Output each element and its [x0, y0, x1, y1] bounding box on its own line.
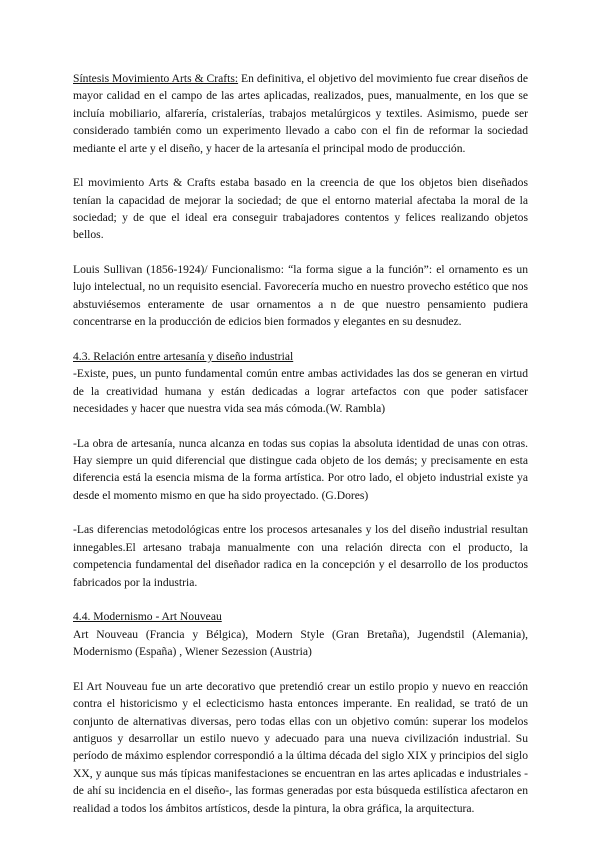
- paragraph-sullivan-funcionalismo: Louis Sullivan (1856-1924)/ Funcionalismo: “la forma sigue a la función”: el ornamento es un lujo intelectual, no un requisito esencial. Favorecería mucho en nuestro provecho estético que nos abstuviésemos enteramente de usar ornamentos a n de que nuestro pensamiento pudiera concentrarse en la producción de edicios bien formados y elegantes en su desnudez.: [73, 263, 528, 329]
- section-heading-4-4: 4.4. Modernismo - Art Nouveau: [73, 610, 222, 624]
- paragraph-arts-crafts-synthesis: [73, 70, 528, 157]
- paragraph-4-3-diferencias: -Las diferencias metodológicas entre los procesos artesanales y los del diseño industrial resultan innegables.El artesano trabaja manualmente con una relación directa con el producto, la competencia fundamental del diseñador radica en la concepción y el desarrollo de los productos fabricados por la industria.: [73, 523, 528, 589]
- paragraph-4-3-dores: -La obra de artesanía, nunca alcanza en todas sus copias la absoluta identidad de unas con otras. Hay siempre un quid diferencial que distingue cada objeto de los demás; y precisamente en esta diferencia está la esencia misma de la forma artística. Por otro lado, el objeto industrial existe ya desde el momento mismo en que ha sido proyectado. (G.Dores): [73, 436, 528, 502]
- paragraph-4-4-nombres: Art Nouveau (Francia y Bélgica), Modern Style (Gran Bretaña), Jugendstil (Alemania), Modernismo (España) , Wiener Sezession (Austria): [73, 627, 528, 659]
- paragraph-arts-crafts-belief: El movimiento Arts & Crafts estaba basado en la creencia de que los objetos bien diseñados tenían la capacidad de mejorar la sociedad; de que el entorno material afectaba la moral de la sociedad; y de que el ideal era conseguir trabajadores contentos y felices realizando objetos bellos.: [73, 176, 528, 242]
- section-heading-4-3: 4.3. Relación entre artesanía y diseño industrial: [73, 349, 294, 363]
- arts-crafts-synthesis-text: En definitiva, el objetivo del movimiento fue crear diseños de mayor calidad en el campo de las artes aplicadas, realizados, pues, manualmente, en los que se incluía mobiliario, alfarería, cristalerías, trabajos metalúrgicos y textiles. Asimismo, puede ser considerado también como un experimento llevado a cabo con el fin de reformar la sociedad mediante el arte y el diseño, y hacer de la artesanía el principal modo de producción.: [73, 72, 528, 155]
- paragraph-4-3-rambla: -Existe, pues, un punto fundamental común entre ambas actividades las dos se generan en virtud de la creatividad humana y están dedicadas a lograr artefactos con que poder satisfacer necesidades y hacer que nuestra vida sea más cómoda.(W. Rambla): [73, 367, 528, 416]
- paragraph-4-4-art-nouveau: El Art Nouveau fue un arte decorativo que pretendió crear un estilo propio y nuevo en reacción contra el historicismo y el eclecticismo hasta entonces imperante. En realidad, se trató de un conjunto de alternativas diversas, pero todas ellas con un objetivo común: superar los modelos antiguos y desarrollar un estilo nuevo y adecuado para una nueva civilización industrial. Su período de máximo esplendor correspondió a la última década del siglo XIX y principios del siglo XX, y aunque sus más típicas manifestaciones se encuentran en las artes aplicadas e industriales -de ahí su incidencia en el diseño-, las formas generadas por esta búsqueda estilística afectaron en realidad a todos los ámbitos artísticos, desde la pintura, la obra gráfica, la arquitectura.: [73, 679, 528, 815]
- arts-crafts-heading: Síntesis Movimiento Arts & Crafts:: [73, 72, 239, 85]
